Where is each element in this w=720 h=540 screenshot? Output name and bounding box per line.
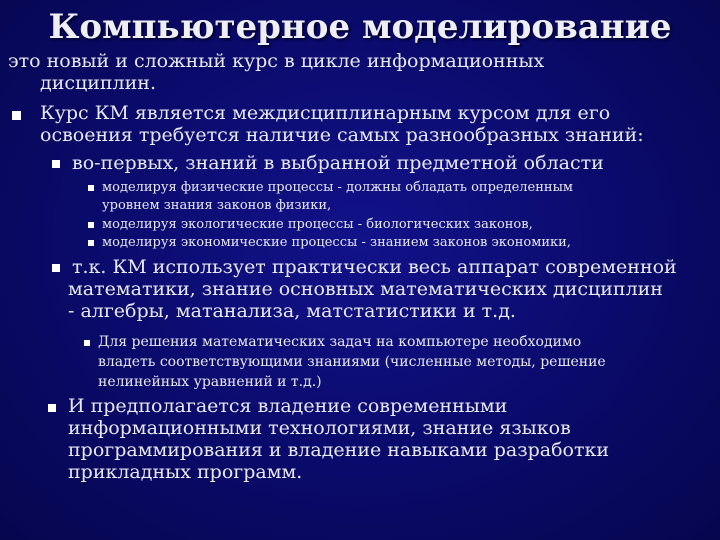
point-1-line-1: Курс КМ является междисциплинарным курсом для его	[40, 102, 611, 124]
sub-item-economy-line-1: моделируя экономические процессы - знанием законов экономики,	[102, 235, 571, 250]
sub-item-physics-line-2: уровнем знания законов физики,	[102, 198, 332, 213]
sub-item-economy	[102, 234, 571, 252]
point-1-line-2: освоения требуется наличие самых разнообразных знаний:	[40, 124, 644, 146]
point-1-3-line-2: информационными технологиями, знание языков	[68, 417, 571, 439]
intro-line-2: дисциплин.	[40, 72, 156, 94]
point-1-1	[72, 152, 604, 174]
intro-text	[8, 50, 544, 94]
point-1-3-line-3: программирования и владение навыками разработки	[68, 439, 610, 461]
square-bullet-icon	[88, 185, 94, 191]
point-1-3-line-1: И предполагается владение современными	[68, 395, 508, 417]
point-1-2	[68, 256, 677, 322]
sub-item-math	[98, 332, 606, 392]
point-1-2-line-1: т.к. КМ использует практически весь аппарат современной	[72, 256, 677, 278]
intro-line-1: это новый и сложный курс в цикле информационных	[8, 50, 545, 72]
square-bullet-icon	[88, 240, 94, 246]
sub-item-math-line-1: Для решения математических задач на компьютере необходимо	[98, 334, 582, 350]
sub-item-math-line-2: владеть соответствующими знаниями (численные методы, решение	[98, 354, 606, 370]
point-1-3-line-4: прикладных программ.	[68, 461, 303, 483]
square-bullet-icon	[52, 160, 60, 168]
point-1	[40, 102, 644, 146]
square-bullet-icon	[84, 340, 90, 346]
sub-item-math-line-3: нелинейных уравнений и т.д.)	[98, 374, 322, 390]
sub-item-physics	[102, 179, 573, 215]
slide-title: Компьютерное моделирование	[48, 7, 672, 47]
sub-item-ecology	[102, 216, 533, 234]
point-1-1-line-1: во-первых, знаний в выбранной предметной области	[72, 152, 604, 174]
sub-item-physics-line-1: моделируя физические процессы - должны обладать определенным	[102, 180, 574, 195]
point-1-2-line-3: - алгебры, матанализа, матстатистики и т.д.	[68, 300, 516, 322]
square-bullet-icon	[48, 404, 56, 412]
sub-item-ecology-line-1: моделируя экологические процессы - биологических законов,	[102, 217, 533, 232]
point-1-3	[68, 395, 609, 483]
square-bullet-icon	[88, 222, 94, 228]
square-bullet-icon	[12, 111, 21, 120]
square-bullet-icon	[52, 264, 60, 272]
point-1-2-line-2: математики, знание основных математических дисциплин	[68, 278, 663, 300]
